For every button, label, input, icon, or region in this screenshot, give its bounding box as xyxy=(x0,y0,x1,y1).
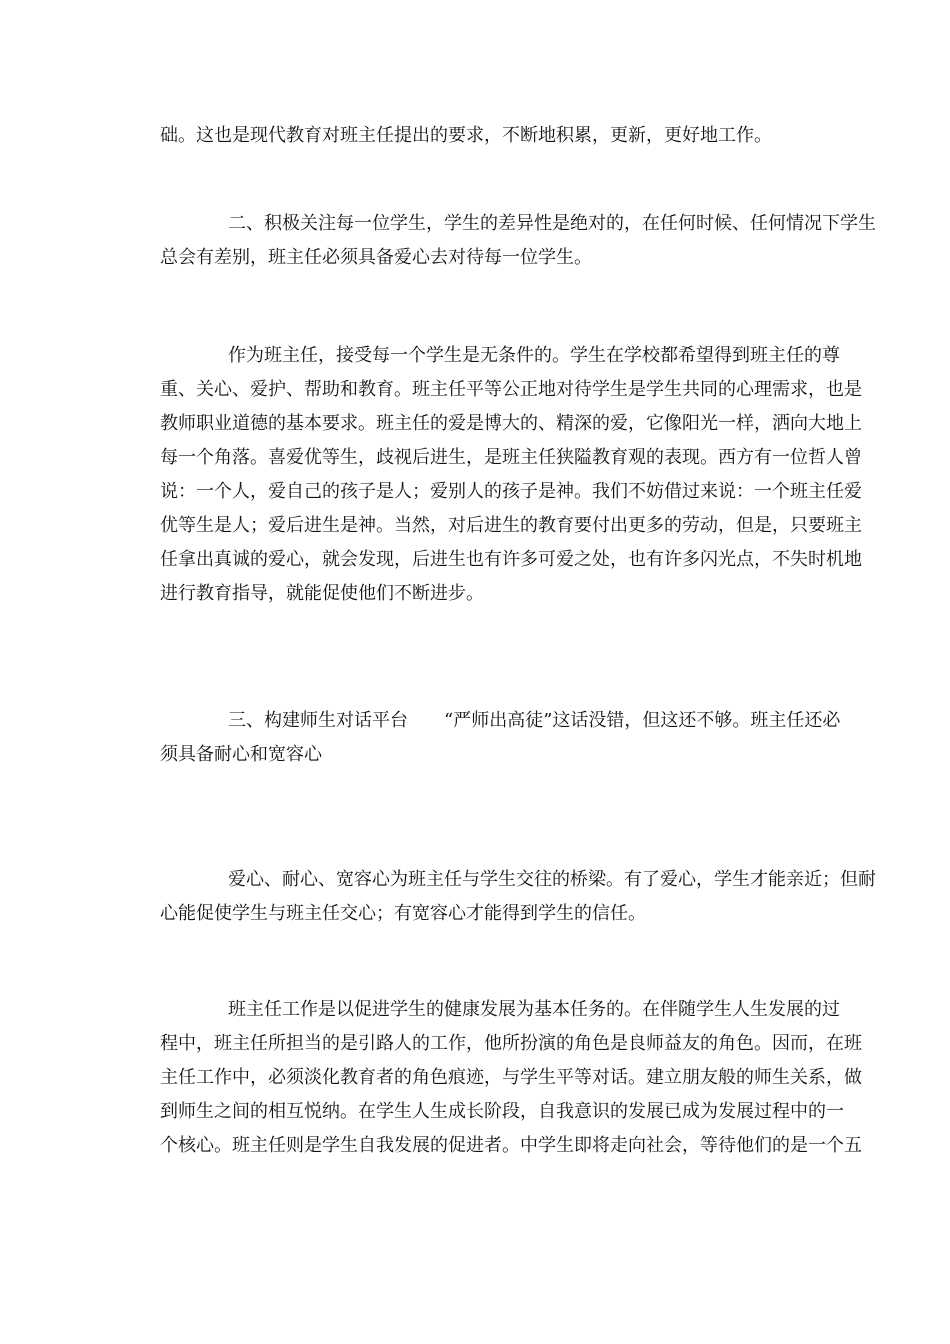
text-line: 重、关心、爱护、帮助和教育。班主任平等公正地对待学生是学生共同的心理需求，也是 xyxy=(160,379,862,400)
text-line: 心能促使学生与班主任交心；有宽容心才能得到学生的信任。 xyxy=(160,903,646,924)
text-line: 作为班主任，接受每一个学生是无条件的。学生在学校都希望得到班主任的尊 xyxy=(228,345,840,366)
text-line: 主任工作中，必须淡化教育者的角色痕迹，与学生平等对话。建立朋友般的师生关系，做 xyxy=(160,1067,862,1088)
text-line: 三、构建师生对话平台 “严师出高徒”这话没错，但这还不够。班主任还必 xyxy=(228,710,841,731)
paragraph-teacher-love xyxy=(160,339,886,611)
text-line: 总会有差别，班主任必须具备爱心去对待每一位学生。 xyxy=(160,247,592,268)
paragraph-patience xyxy=(160,863,886,931)
text-line: 二、积极关注每一位学生，学生的差异性是绝对的，在任何时候、任何情况下学生 xyxy=(228,213,876,234)
text-line: 优等生是人；爱后进生是神。当然，对后进生的教育要付出更多的劳动，但是，只要班主 xyxy=(160,515,862,536)
text-line: 爱心、耐心、宽容心为班主任与学生交往的桥梁。有了爱心，学生才能亲近；但耐 xyxy=(228,869,876,890)
text-line: 任拿出真诚的爱心，就会发现，后进生也有许多可爱之处，也有许多闪光点，不失时机地 xyxy=(160,549,862,570)
paragraph-section-three xyxy=(160,704,886,772)
text-line: 每一个角落。喜爱优等生，歧视后进生，是班主任狭隘教育观的表现。西方有一位哲人曾 xyxy=(160,447,862,468)
text-line: 班主任工作是以促进学生的健康发展为基本任务的。在伴随学生人生发展的过 xyxy=(228,999,840,1020)
text-line: 到师生之间的相互悦纳。在学生人生成长阶段，自我意识的发展已成为发展过程中的一 xyxy=(160,1101,844,1122)
paragraph-section-two xyxy=(160,207,886,275)
text-line: 个核心。班主任则是学生自我发展的促进者。中学生即将走向社会，等待他们的是一个五 xyxy=(160,1135,862,1156)
text-line: 须具备耐心和宽容心 xyxy=(160,744,322,765)
text-line: 进行教育指导，就能促使他们不断进步。 xyxy=(160,583,484,604)
paragraph-teacher-role xyxy=(160,993,886,1163)
text-line: 说：一个人，爱自己的孩子是人；爱别人的孩子是神。我们不妨借过来说：一个班主任爱 xyxy=(160,481,862,502)
text-line: 教师职业道德的基本要求。班主任的爱是博大的、精深的爱，它像阳光一样，洒向大地上 xyxy=(160,413,862,434)
text-line: 础。这也是现代教育对班主任提出的要求，不断地积累，更新，更好地工作。 xyxy=(160,125,772,146)
text-line: 程中，班主任所担当的是引路人的工作，他所扮演的角色是良师益友的角色。因而，在班 xyxy=(160,1033,862,1054)
paragraph-continuation xyxy=(160,119,886,153)
